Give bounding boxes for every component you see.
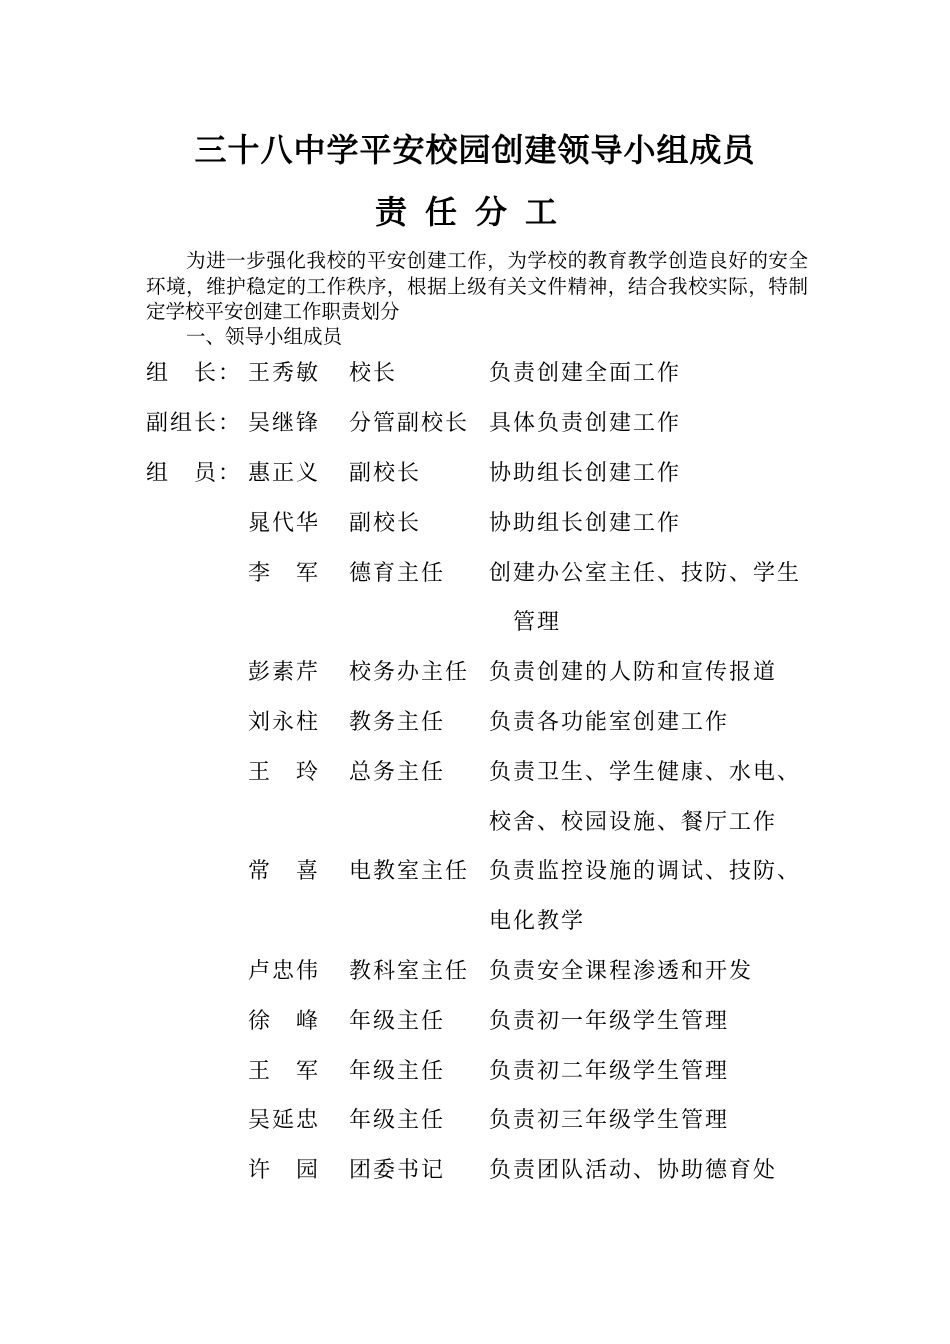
member-position: 分管副校长 [349, 411, 470, 436]
member-position: 团委书记 [349, 1158, 446, 1183]
member-name: 王 玲 [248, 760, 321, 785]
member-duty: 负责创建的人防和宣传报道 [489, 660, 778, 685]
member-duty: 负责初三年级学生管理 [489, 1108, 730, 1133]
member-position: 年级主任 [349, 1108, 446, 1133]
member-row [0, 1007, 950, 1057]
member-name: 徐 峰 [248, 1009, 321, 1034]
member-row [0, 957, 950, 1007]
member-duty: 负责团队活动、协助德育处 [489, 1158, 778, 1183]
member-row [0, 459, 950, 509]
member-position: 年级主任 [349, 1059, 446, 1084]
member-row [0, 359, 950, 409]
member-duty: 负责安全课程渗透和开发 [489, 959, 754, 984]
member-row [0, 608, 950, 658]
member-row [0, 907, 950, 957]
member-position: 总务主任 [349, 760, 446, 785]
section-heading: 一、领导小组成员 [186, 325, 343, 348]
member-duty: 负责卫生、学生健康、水电、 [489, 760, 802, 785]
member-name: 李 军 [248, 561, 321, 586]
member-name: 吴继锋 [248, 411, 321, 436]
member-duty: 校舍、校园设施、餐厅工作 [489, 810, 778, 835]
member-position: 教科室主任 [349, 959, 470, 984]
member-position: 副校长 [349, 511, 422, 536]
member-role: 组 员： [146, 461, 243, 486]
member-row [0, 409, 950, 459]
member-duty: 电化教学 [489, 909, 586, 934]
document-title: 三十八中学平安校园创建领导小组成员 [194, 131, 756, 169]
member-row [0, 658, 950, 708]
member-duty: 负责各功能室创建工作 [489, 710, 730, 735]
member-duty: 具体负责创建工作 [489, 411, 682, 436]
member-name: 卢忠伟 [248, 959, 321, 984]
member-row [0, 1106, 950, 1156]
member-position: 电教室主任 [349, 859, 470, 884]
member-name: 惠正义 [248, 461, 321, 486]
member-row [0, 808, 950, 858]
member-position: 校务办主任 [349, 660, 470, 685]
member-duty: 负责初一年级学生管理 [489, 1009, 730, 1034]
member-row [0, 509, 950, 559]
member-name: 常 喜 [248, 859, 321, 884]
document-subtitle: 责任分工 [374, 193, 575, 231]
member-row [0, 857, 950, 907]
member-name: 吴延忠 [248, 1108, 321, 1133]
member-name: 晁代华 [248, 511, 321, 536]
member-row [0, 559, 950, 609]
member-row [0, 758, 950, 808]
member-duty: 创建办公室主任、技防、学生 [489, 561, 802, 586]
member-name: 王 军 [248, 1059, 321, 1084]
member-row [0, 1057, 950, 1107]
member-name: 许 园 [248, 1158, 321, 1183]
member-duty: 负责初二年级学生管理 [489, 1059, 730, 1084]
intro-paragraph: 为进一步强化我校的平安创建工作，为学校的教育教学创造良好的安全环境，维护稳定的工作秩序，根据上级有关文件精神，结合我校实际，特制定学校平安创建工作职责划分 [146, 249, 808, 323]
member-duty: 协助组长创建工作 [489, 511, 682, 536]
member-position: 副校长 [349, 461, 422, 486]
member-name: 彭素芹 [248, 660, 321, 685]
member-role: 副组长： [146, 411, 243, 436]
member-duty: 管理 [489, 610, 562, 635]
member-position: 年级主任 [349, 1009, 446, 1034]
member-duty: 协助组长创建工作 [489, 461, 682, 486]
member-position: 教务主任 [349, 710, 446, 735]
member-position: 德育主任 [349, 561, 446, 586]
member-role: 组 长： [146, 361, 243, 386]
member-name: 王秀敏 [248, 361, 321, 386]
member-row [0, 1156, 950, 1206]
member-duty: 负责创建全面工作 [489, 361, 682, 386]
member-name: 刘永柱 [248, 710, 321, 735]
member-row [0, 708, 950, 758]
member-position: 校长 [349, 361, 398, 386]
member-duty: 负责监控设施的调试、技防、 [489, 859, 802, 884]
